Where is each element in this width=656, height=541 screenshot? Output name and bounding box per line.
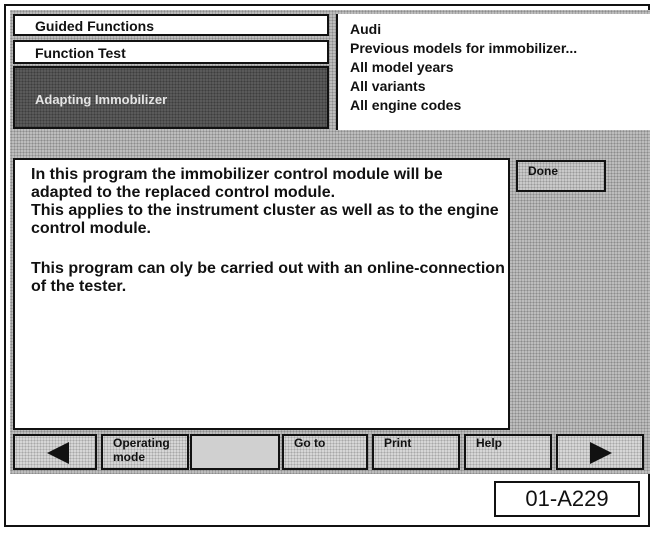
vehicle-model: Previous models for immobilizer... bbox=[350, 40, 578, 56]
left-arrow-icon bbox=[47, 442, 69, 464]
header-adapting-immobilizer[interactable]: Adapting Immobilizer bbox=[13, 66, 329, 129]
right-arrow-icon bbox=[590, 442, 612, 464]
goto-button[interactable] bbox=[282, 434, 368, 470]
header-guided-functions[interactable]: Guided Functions bbox=[13, 14, 329, 36]
toolbar-spacer bbox=[190, 434, 280, 470]
help-button[interactable] bbox=[464, 434, 552, 470]
back-button[interactable] bbox=[13, 434, 97, 470]
message-paragraph-3: This program can oly be carried out with an online-connection of the tester. bbox=[31, 260, 505, 295]
header-function-test[interactable]: Function Test bbox=[13, 40, 329, 64]
message-paragraph-2: This applies to the instrument cluster as well as to the engine control module. bbox=[31, 202, 499, 237]
vehicle-make: Audi bbox=[350, 21, 382, 37]
goto-label: Go to bbox=[294, 436, 326, 450]
message-panel bbox=[13, 158, 510, 430]
vehicle-info-panel bbox=[336, 14, 650, 130]
help-label: Help bbox=[476, 436, 503, 450]
figure-code: 01-A229 bbox=[494, 481, 640, 517]
done-button[interactable]: Done bbox=[516, 160, 606, 192]
forward-button[interactable] bbox=[556, 434, 644, 470]
operating-mode-label: Operating mode bbox=[113, 436, 170, 464]
message-paragraph-1: In this program the immobilizer control module will be adapted to the replaced control module. bbox=[31, 166, 443, 201]
vehicle-variants: All variants bbox=[350, 78, 426, 94]
vehicle-model-years: All model years bbox=[350, 59, 454, 75]
print-button[interactable] bbox=[372, 434, 460, 470]
vehicle-engine-codes: All engine codes bbox=[350, 97, 462, 113]
operating-mode-button[interactable] bbox=[101, 434, 189, 470]
print-label: Print bbox=[384, 436, 412, 450]
